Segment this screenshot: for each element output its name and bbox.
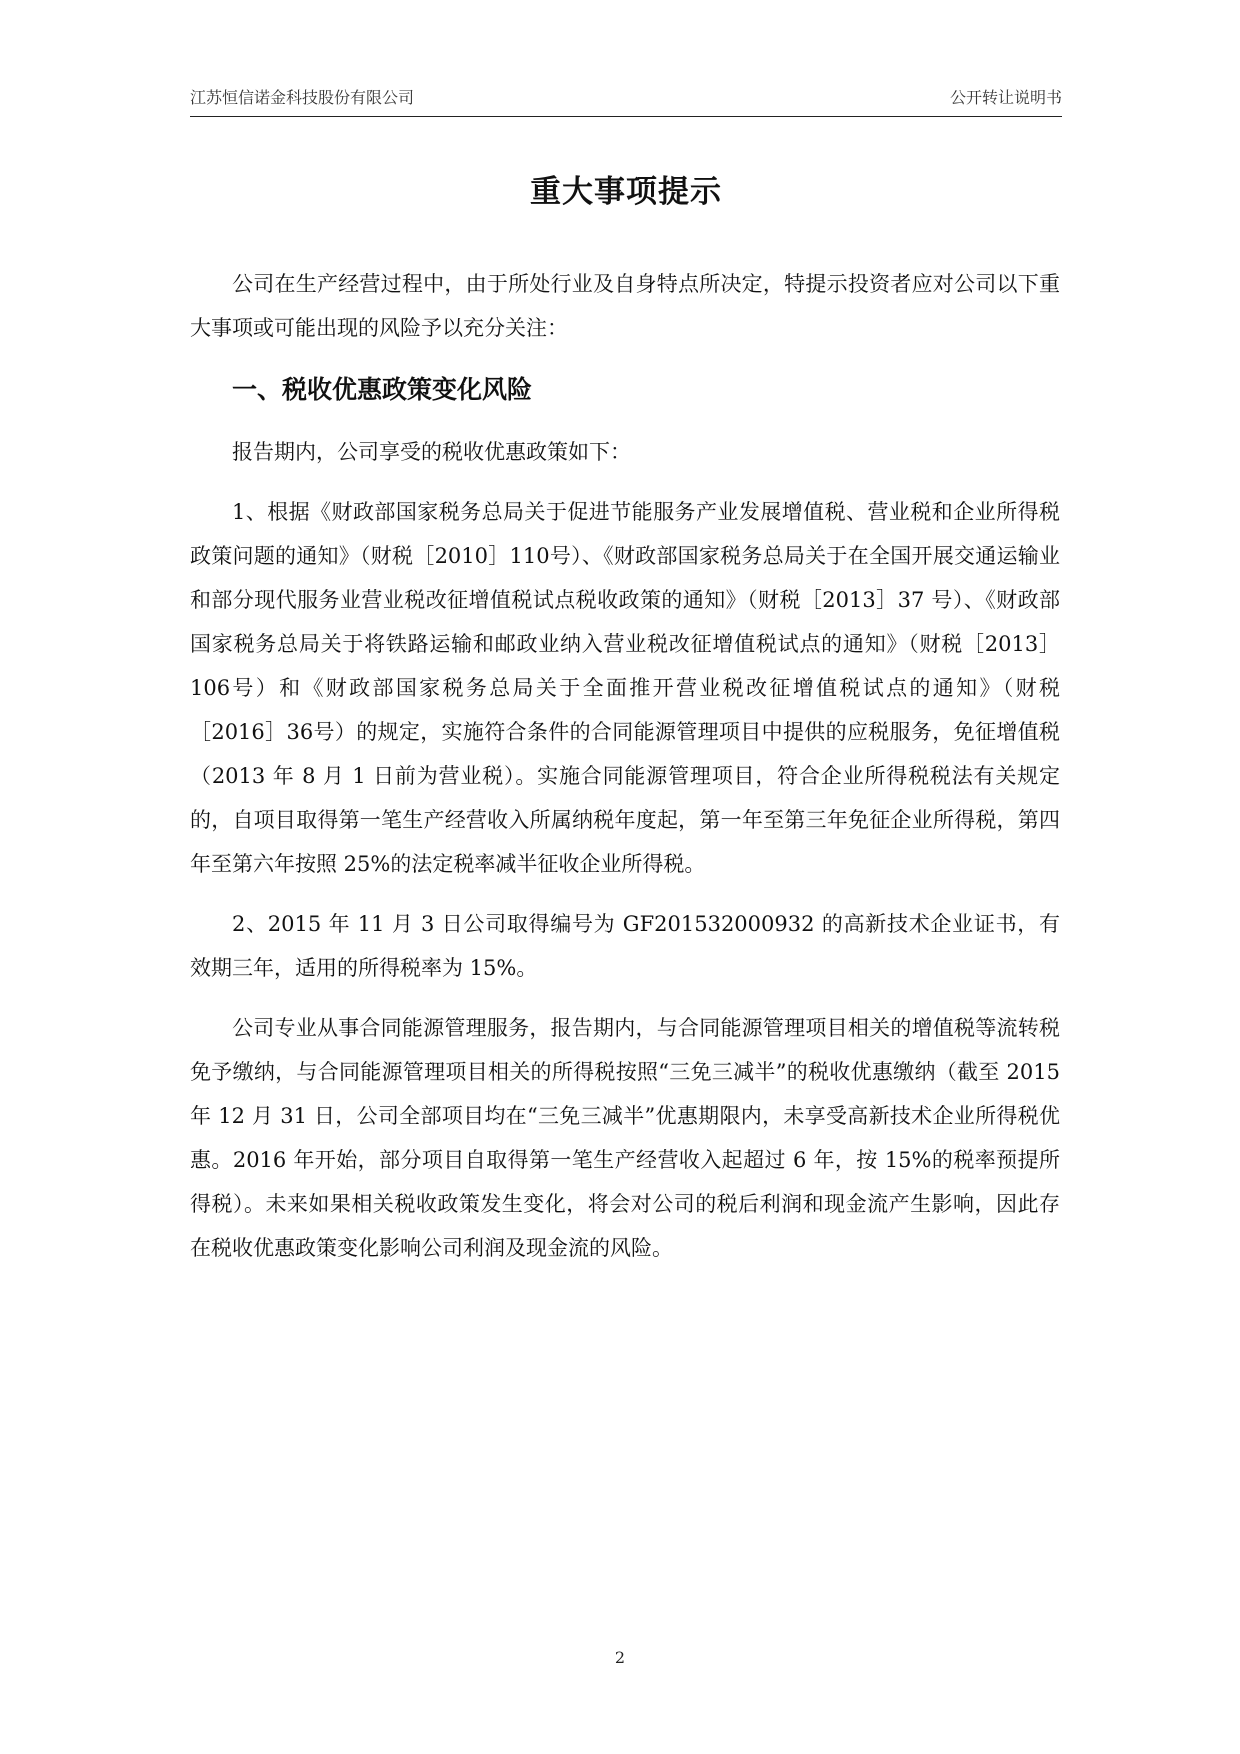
header-company-name: 江苏恒信诺金科技股份有限公司 — [190, 88, 415, 107]
section-heading-tax-policy-risk: 一、税收优惠政策变化风险 — [232, 375, 533, 404]
section-paragraph: 2、2015 年 11 月 3 日公司取得编号为 GF201532000932 的高新技术企业证书，有效期三年，适用的所得税率为 15%。 — [190, 912, 1060, 980]
document-body — [190, 262, 1060, 1286]
page-header — [190, 84, 1062, 117]
intro-paragraph: 公司在生产经营过程中，由于所处行业及自身特点所决定，特提示投资者应对公司以下重大事项或可能出现的风险予以充分关注： — [190, 272, 1060, 340]
section-paragraph: 1、根据《财政部国家税务总局关于促进节能服务产业发展增值税、营业税和企业所得税政策问题的通知》（财税［2010］110号）、《财政部国家税务总局关于在全国开展交通运输业和部分现代服务业营业税改征增值税试点税收政策的通知》（财税［2013］37 号）、《财政部国家税务总局关于将铁路运输和邮政业纳入营业税改征增值税试点的通知》（财税［2013］106号）和《财政部国家税务总局关于全面推开营业税改征增值税试点的通知》（财税［2016］36号）的规定，实施符合条件的合同能源管理项目中提供的应税服务，免征增值税（2013 年 8 月 1 日前为营业税）。实施合同能源管理项目，符合企业所得税税法有关规定的，自项目取得第一笔生产经营收入所属纳税年度起，第一年至第三年免征企业所得税，第四年至第六年按照 25%的法定税率减半征收企业所得税。 — [190, 500, 1060, 876]
page-title: 重大事项提示 — [530, 174, 722, 210]
section-paragraph: 公司专业从事合同能源管理服务，报告期内，与合同能源管理项目相关的增值税等流转税免予缴纳，与合同能源管理项目相关的所得税按照“三免三减半”的税收优惠缴纳（截至 2015 年 12 月 31 日，公司全部项目均在“三免三减半”优惠期限内，未享受高新技术企业所得税优惠。2016 年开始，部分项目自取得第一笔生产经营收入起超过 6 年，按 15%的税率预提所得税）。未来如果相关税收政策发生变化，将会对公司的税后利润和现金流产生影响，因此存在税收优惠政策变化影响公司利润及现金流的风险。 — [190, 1016, 1060, 1260]
page-number: 2 — [614, 1648, 626, 1667]
section-paragraph: 报告期内，公司享受的税收优惠政策如下： — [232, 440, 631, 464]
header-document-type: 公开转让说明书 — [949, 88, 1062, 107]
